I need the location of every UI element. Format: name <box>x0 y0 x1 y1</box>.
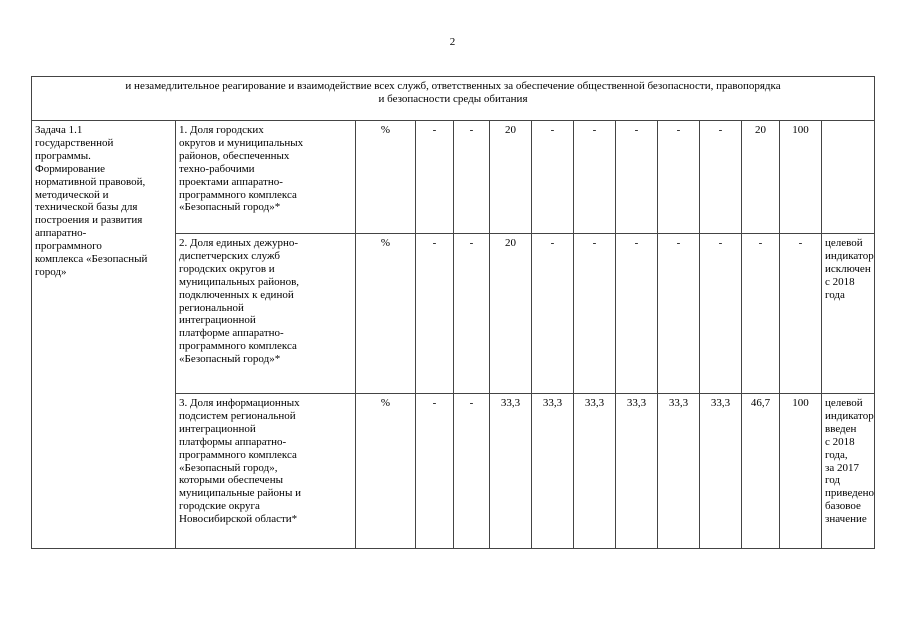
note-text: целевой индикатор введен с 2018 года, за 2017 год приведено базовое значение <box>825 397 875 526</box>
indicator-text: 1. Доля городских округов и муниципальных районов, обеспеченных техно-рабочими проектами аппаратно- программного комплекса «Безопасный город»* <box>179 124 304 214</box>
note-cell <box>822 394 875 549</box>
value-cell: - <box>574 121 616 234</box>
value-cell: - <box>700 234 742 394</box>
indicator-text: 2. Доля единых дежурно- диспетчерских служб городских округов и муниципальных районов, подключенных к единой региональной интеграционной платформе аппаратно- программного комплекса «Безопасный город»* <box>179 237 300 366</box>
table-row <box>32 121 875 234</box>
program-indicators-table <box>31 76 875 549</box>
value-cell: - <box>616 121 658 234</box>
value-cell: - <box>416 394 454 549</box>
value-cell: 46,7 <box>742 394 780 549</box>
value-cell: 33,3 <box>700 394 742 549</box>
page-number: 2 <box>449 36 456 48</box>
unit-cell: % <box>356 121 416 234</box>
task-cell <box>32 121 176 549</box>
value-cell: 33,3 <box>532 394 574 549</box>
indicator-cell <box>176 394 356 549</box>
value-cell: 20 <box>490 234 532 394</box>
indicator-text: 3. Доля информационных подсистем региональной интеграционной платформы аппаратно- программного комплекса «Безопасный город», которыми обеспечены муниципальные районы и городские округа Новосибирской области* <box>179 397 301 526</box>
value-cell: - <box>454 121 490 234</box>
value-cell: - <box>700 121 742 234</box>
indicator-cell <box>176 234 356 394</box>
value-cell: - <box>532 234 574 394</box>
unit-cell: % <box>356 394 416 549</box>
value-cell: - <box>574 234 616 394</box>
value-cell: - <box>658 234 700 394</box>
value-cell: - <box>658 121 700 234</box>
value-cell: 33,3 <box>658 394 700 549</box>
value-cell: - <box>742 234 780 394</box>
value-cell: - <box>454 394 490 549</box>
value-cell: 33,3 <box>490 394 532 549</box>
value-cell: 100 <box>780 394 822 549</box>
note-text: целевой индикатор исключен с 2018 года <box>825 237 874 301</box>
section-header <box>32 77 875 121</box>
unit-cell: % <box>356 234 416 394</box>
value-cell: 20 <box>490 121 532 234</box>
section-header-text: и незамедлительное реагирование и взаимодействие всех служб, ответственных за обеспечение общественной безопасности, правопорядка и безопасности среды обитания <box>125 80 781 105</box>
note-cell <box>822 121 875 234</box>
note-cell <box>822 234 875 394</box>
value-cell: - <box>616 234 658 394</box>
value-cell: 33,3 <box>574 394 616 549</box>
value-cell: 20 <box>742 121 780 234</box>
task-text: Задача 1.1 государственной программы. Формирование нормативной правовой, методической и технической базы для построения и развития аппаратно- программного комплекса «Безопасный город» <box>35 124 148 278</box>
value-cell: - <box>780 234 822 394</box>
table-header-row <box>32 77 875 121</box>
indicator-cell <box>176 121 356 234</box>
value-cell: 33,3 <box>616 394 658 549</box>
value-cell: - <box>532 121 574 234</box>
value-cell: - <box>454 234 490 394</box>
value-cell: - <box>416 121 454 234</box>
value-cell: 100 <box>780 121 822 234</box>
value-cell: - <box>416 234 454 394</box>
